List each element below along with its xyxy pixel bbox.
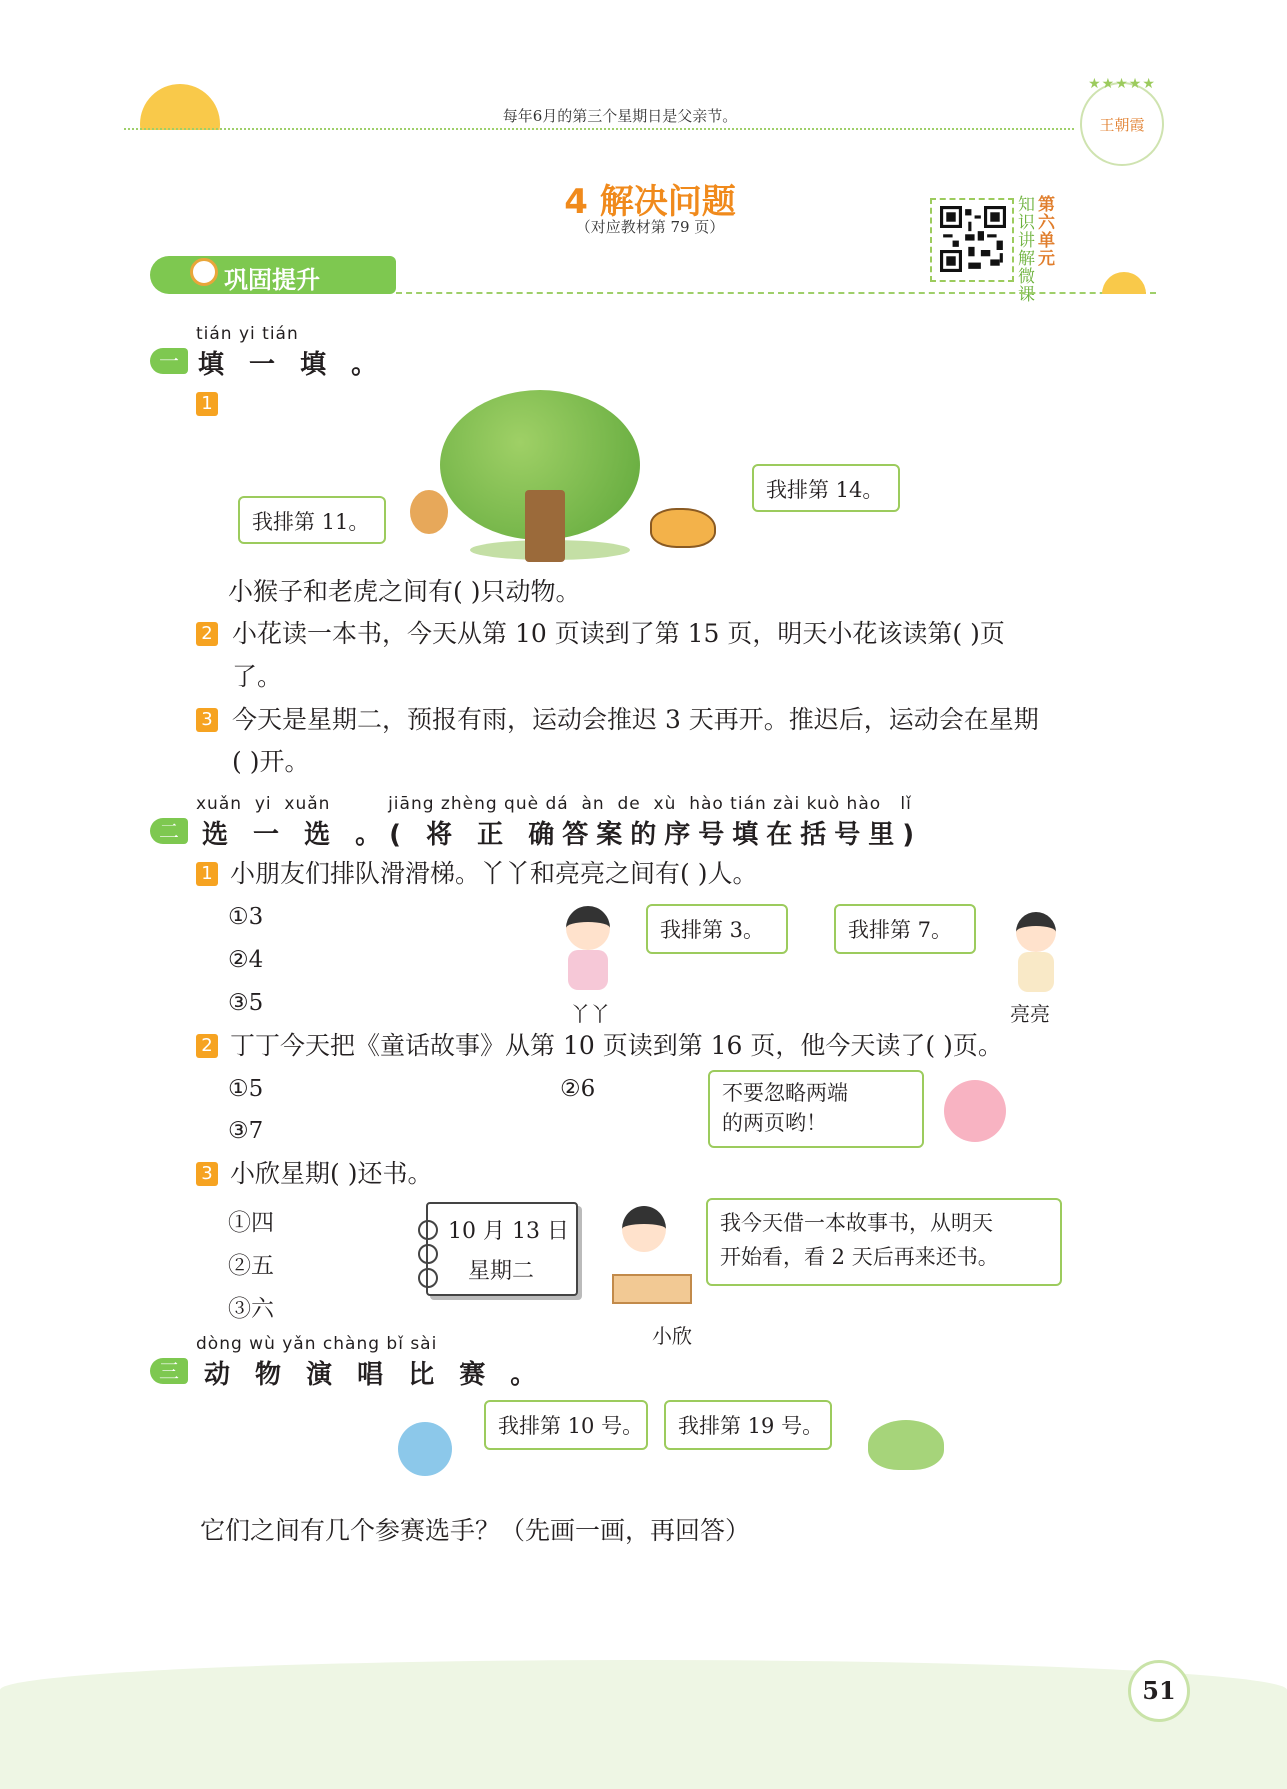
speech-line: 开始看，看 2 天后再来还书。 <box>720 1245 999 1269</box>
speech-line: 我今天借一本故事书，从明天 <box>720 1211 993 1235</box>
speech-bubble-monkey <box>238 496 386 544</box>
seal-text: 王朝霞 <box>1099 116 1145 134</box>
option-1[interactable]: ①5 <box>228 1076 264 1102</box>
banner-dot-icon <box>190 258 218 286</box>
ring-icon <box>418 1244 438 1264</box>
liangliang-illustration <box>1016 912 1056 952</box>
bubble-text: 我排第 19 号。 <box>678 1414 824 1438</box>
question-text: 小欣星期( )还书。 <box>230 1159 433 1188</box>
question-text: 今天是星期二，预报有雨，运动会推迟 3 天再开。推迟后，运动会在星期 <box>232 705 1039 734</box>
section-2-title: 选 一 选 。( 将 正 确答案的序号填在括号里) <box>202 820 923 850</box>
sun-icon <box>1102 272 1146 294</box>
section-3-pinyin: dòng wù yǎn chàng bǐ sài <box>196 1334 438 1354</box>
ring-icon <box>418 1220 438 1240</box>
tree-trunk <box>525 490 565 562</box>
option-3[interactable]: ③5 <box>228 990 264 1016</box>
option-1[interactable]: ①四 <box>228 1210 274 1236</box>
liangliang-body <box>1018 952 1054 992</box>
bubble-text: 我排第 3。 <box>660 918 765 942</box>
unit-label: 第六单元 <box>1038 195 1055 269</box>
ring-icon <box>418 1268 438 1288</box>
yaya-body <box>568 950 608 990</box>
bubble-text: 我排第 14。 <box>766 478 884 502</box>
calendar-card <box>426 1202 578 1296</box>
qr-code-icon[interactable] <box>940 206 1006 272</box>
sun-icon <box>140 84 220 130</box>
section-1-title: 填 一 填 。 <box>198 350 386 380</box>
character-name: 丫丫 <box>570 1002 610 1026</box>
option-3[interactable]: ③六 <box>228 1296 274 1322</box>
section-3-marker: 三 <box>150 1358 188 1384</box>
qr-caption: 知识讲解微课 <box>1018 195 1035 305</box>
option-2[interactable]: ②6 <box>560 1076 596 1102</box>
speech-bubble-frog <box>664 1400 832 1450</box>
speech-bubble-xiaoxin <box>706 1198 1062 1286</box>
speech-bubble-bird <box>484 1400 648 1450</box>
question-number: 3 <box>196 708 218 732</box>
question-number: 2 <box>196 1034 218 1058</box>
question-number: 1 <box>196 862 218 886</box>
option-2[interactable]: ②五 <box>228 1253 274 1279</box>
banner-divider <box>396 292 1156 294</box>
character-name: 亮亮 <box>1010 1002 1050 1026</box>
tiger-illustration <box>650 508 716 548</box>
bird-illustration <box>398 1422 452 1476</box>
star-icon: ★★★★★ <box>1088 76 1156 92</box>
page-number: 51 <box>1128 1660 1190 1722</box>
bubble-text: 我排第 7。 <box>848 918 953 942</box>
xiaoxin-illustration <box>622 1206 666 1252</box>
question-text-cont: ( )开。 <box>232 747 310 776</box>
yaya-illustration <box>566 906 610 950</box>
question-number: 1 <box>196 392 218 416</box>
header-fact: 每年6月的第三个星期日是父亲节。 <box>502 107 738 125</box>
section-1-pinyin: tián yi tián <box>196 324 299 344</box>
hint-line: 的两页哟！ <box>722 1111 827 1135</box>
section-1-marker: 一 <box>150 348 188 374</box>
hint-line: 不要忽略两端 <box>722 1081 848 1105</box>
option-2[interactable]: ②4 <box>228 947 264 973</box>
page-title: 4 解决问题 <box>564 182 736 222</box>
peach-mascot-illustration <box>944 1080 1006 1142</box>
page-subtitle: （对应教材第 79 页） <box>575 218 725 236</box>
question-text: 小朋友们排队滑滑梯。丫丫和亮亮之间有( )人。 <box>230 859 758 888</box>
publisher-seal <box>1080 76 1164 166</box>
option-1[interactable]: ①3 <box>228 904 264 930</box>
question-text: 它们之间有几个参赛选手？（先画一画，再回答） <box>200 1516 751 1545</box>
question-text: 丁丁今天把《童话故事》从第 10 页读到第 16 页，他今天读了( )页。 <box>230 1031 1003 1060</box>
question-text-cont: 了。 <box>232 662 283 691</box>
desk-illustration <box>612 1274 692 1304</box>
question-text: 小猴子和老虎之间有( )只动物。 <box>228 577 581 606</box>
question-number: 2 <box>196 622 218 646</box>
section-3-title: 动 物 演 唱 比 赛 。 <box>204 1360 545 1390</box>
option-3[interactable]: ③7 <box>228 1118 264 1144</box>
banner-label: 巩固提升 <box>224 266 320 294</box>
calendar-date: 10 月 13 日 <box>448 1219 569 1244</box>
question-text: 小花读一本书，今天从第 10 页读到了第 15 页，明天小花该读第( )页 <box>232 619 1005 648</box>
footer-background <box>0 1660 1287 1789</box>
character-name: 小欣 <box>652 1324 692 1348</box>
section-2-pinyin: xuǎn yi xuǎn jiāng zhèng què dá àn de xù hào tián zài kuò hào lǐ <box>196 794 912 814</box>
speech-bubble-tiger <box>752 464 900 512</box>
header-divider <box>124 128 1074 130</box>
bubble-text: 我排第 10 号。 <box>498 1414 644 1438</box>
calendar-weekday: 星期二 <box>468 1259 535 1284</box>
frog-illustration <box>868 1420 944 1470</box>
section-2-marker: 二 <box>150 818 188 844</box>
monkey-illustration <box>410 490 448 534</box>
speech-bubble-liangliang <box>834 904 976 954</box>
bubble-text: 我排第 11。 <box>252 510 370 534</box>
speech-bubble-yaya <box>646 904 788 954</box>
hint-bubble <box>708 1070 924 1148</box>
question-number: 3 <box>196 1162 218 1186</box>
